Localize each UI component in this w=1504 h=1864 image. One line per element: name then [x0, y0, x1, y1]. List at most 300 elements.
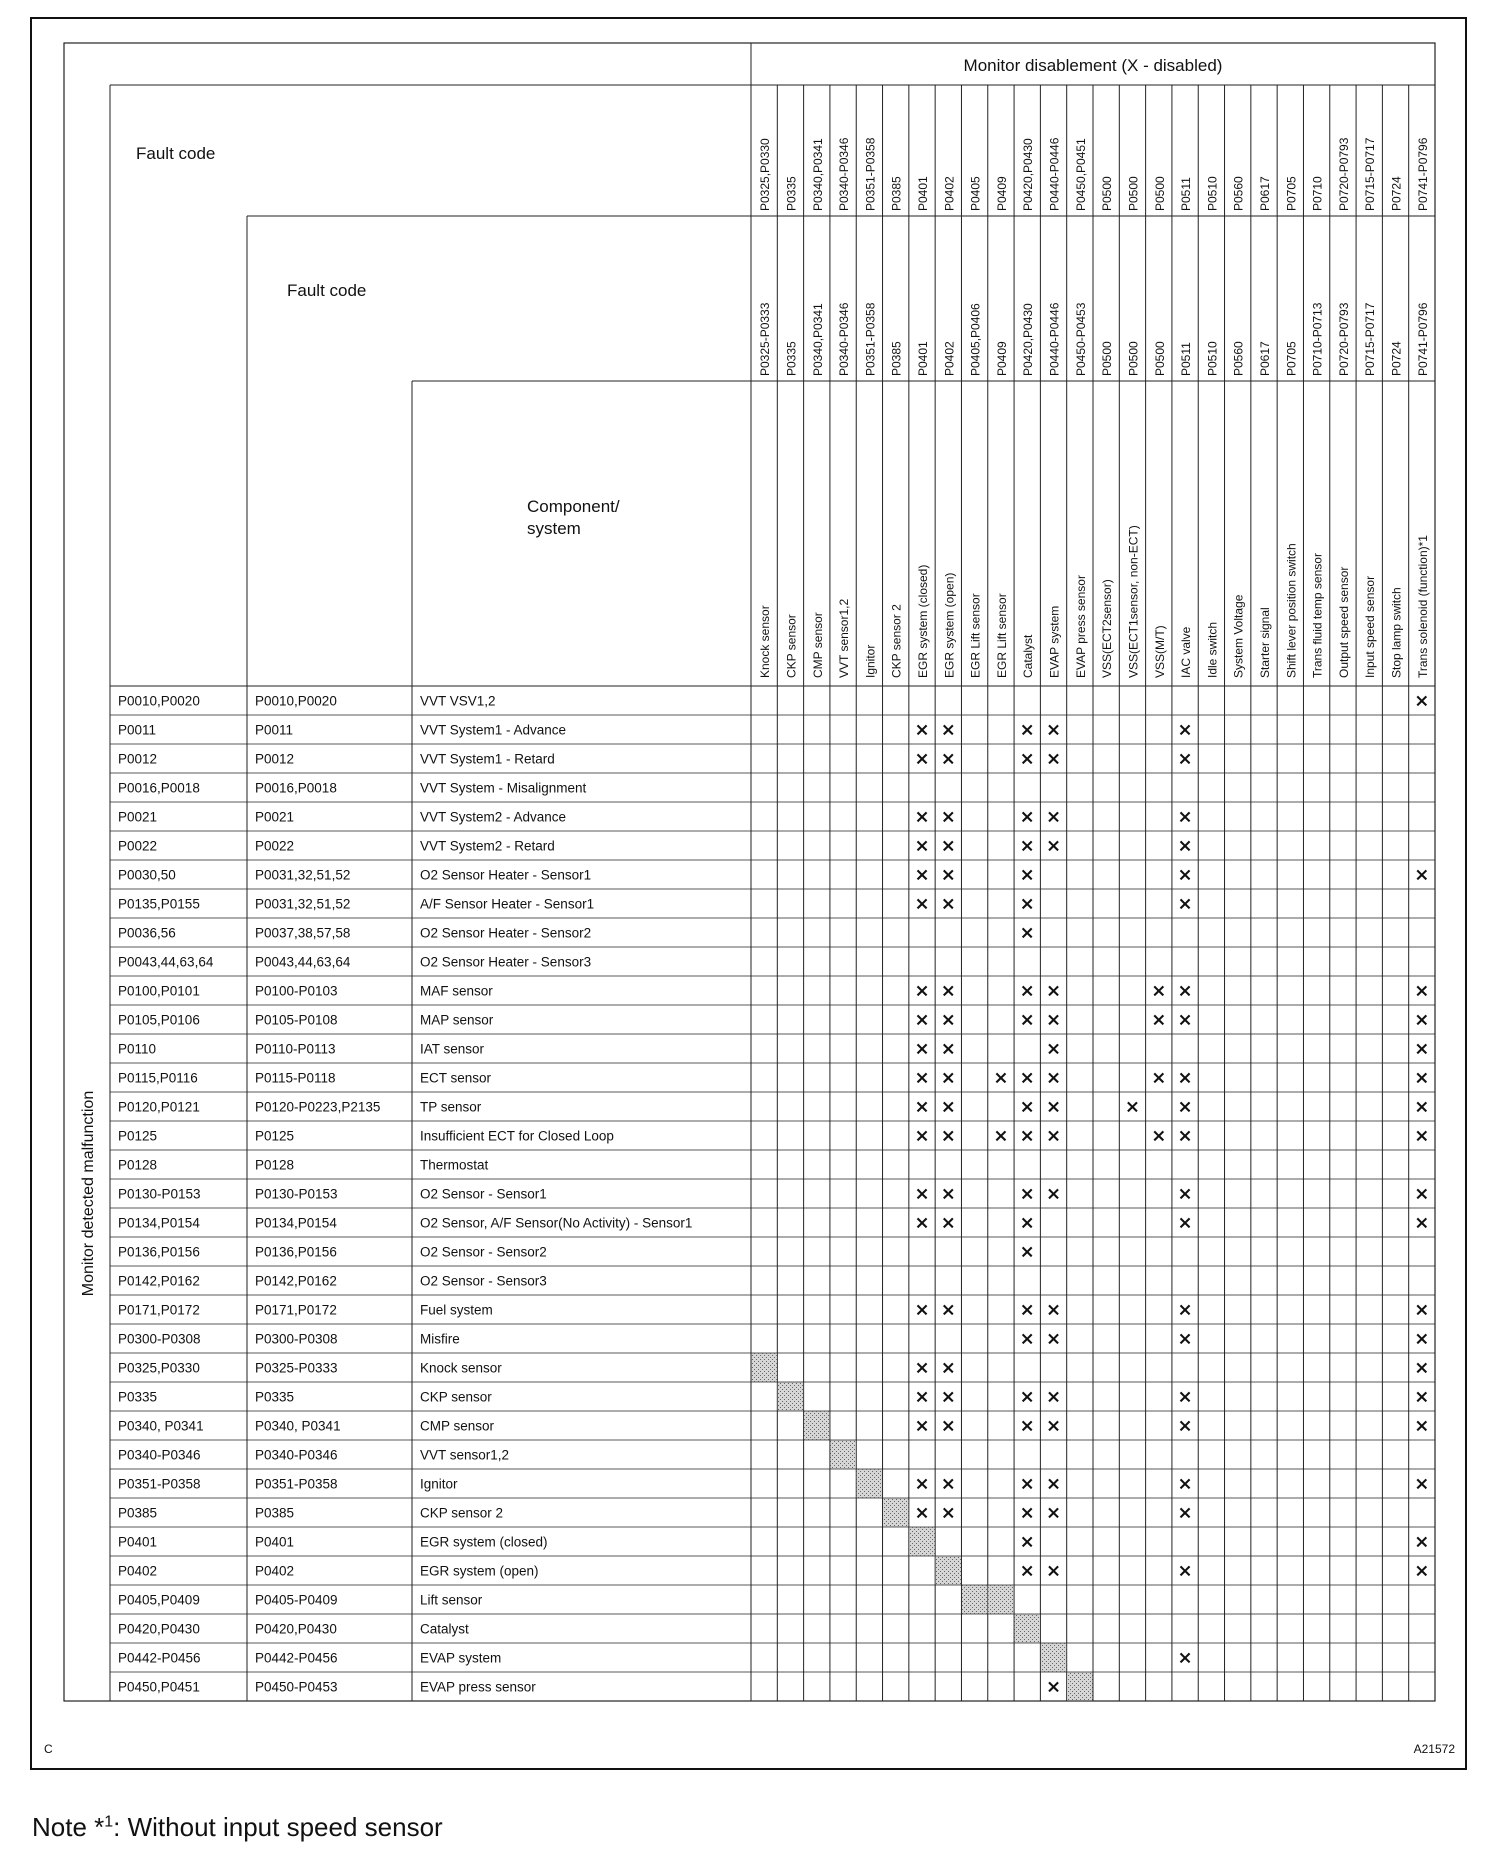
row-component: Insufficient ECT for Closed Loop [420, 1128, 614, 1144]
disabled-mark: × [1414, 1415, 1430, 1437]
column-component-name: Catalyst [1021, 634, 1036, 678]
fault-code-header-2: Fault code [287, 281, 367, 300]
row-fault-code-1: P0134,P0154 [118, 1215, 200, 1231]
row-fault-code-2: P0016,P0018 [255, 780, 337, 796]
disabled-mark: × [914, 1212, 930, 1234]
disabled-mark: × [940, 1038, 956, 1060]
disabled-mark: × [1177, 1299, 1193, 1321]
disabled-mark: × [1414, 1531, 1430, 1553]
disabled-mark: × [1019, 1531, 1035, 1553]
disabled-mark: × [1019, 1386, 1035, 1408]
disabled-mark: × [940, 1096, 956, 1118]
row-fault-code-1: P0115,P0116 [118, 1070, 198, 1086]
disabled-mark: × [1124, 1096, 1141, 1118]
row-fault-code-2: P0335 [255, 1389, 295, 1405]
row-component: VVT System - Misalignment [420, 780, 587, 796]
row-fault-code-2: P0012 [255, 751, 295, 767]
disabled-mark: × [914, 1386, 930, 1408]
disabled-mark: × [1019, 1328, 1035, 1350]
column-component-name: Trans fluid temp sensor [1310, 553, 1325, 678]
row-fault-code-2: P0450-P0453 [255, 1679, 338, 1695]
disabled-mark: × [1414, 864, 1430, 886]
column-code-1: P0420,P0430 [1021, 138, 1036, 211]
disabled-mark: × [914, 864, 930, 886]
shaded-cell [1015, 1615, 1040, 1643]
disabled-mark: × [1019, 835, 1035, 857]
column-code-2: P0724 [1389, 341, 1404, 376]
shaded-cell [752, 1354, 777, 1382]
disabled-mark: × [1414, 1067, 1430, 1089]
shaded-cell [830, 1441, 855, 1469]
row-fault-code-1: P0340-P0346 [118, 1447, 201, 1463]
disabled-mark: × [1177, 1386, 1193, 1408]
column-code-1: P0351-P0358 [863, 137, 878, 211]
row-fault-code-2: P0037,38,57,58 [255, 925, 351, 941]
row-fault-code-2: P0128 [255, 1157, 295, 1173]
row-fault-code-1: P0325,P0330 [118, 1360, 200, 1376]
row-fault-code-2: P0325-P0333 [255, 1360, 338, 1376]
column-code-1: P0440-P0446 [1047, 137, 1062, 211]
row-component: Ignitor [420, 1476, 458, 1492]
column-code-2: P0560 [1231, 341, 1246, 376]
column-component-name: System Voltage [1231, 594, 1246, 678]
disabled-mark: × [1414, 1096, 1430, 1118]
disabled-mark: × [1177, 1560, 1193, 1582]
row-component: VVT System1 - Retard [420, 751, 555, 767]
disabled-mark: × [1019, 719, 1035, 741]
column-code-1: P0325,P0330 [758, 138, 773, 211]
disabled-mark: × [940, 748, 956, 770]
disabled-mark: × [914, 1502, 930, 1524]
row-component: MAF sensor [420, 983, 493, 999]
column-component-name: EGR system (open) [942, 572, 957, 678]
disabled-mark: × [940, 806, 956, 828]
row-fault-code-1: P0128 [118, 1157, 158, 1173]
disabled-mark: × [1045, 1473, 1062, 1495]
column-component-name: EVAP press sensor [1073, 575, 1088, 678]
column-code-1: P0741-P0796 [1415, 137, 1430, 211]
row-component: VVT sensor1,2 [420, 1447, 510, 1463]
disabled-mark: × [914, 806, 930, 828]
row-fault-code-1: P0130-P0153 [118, 1186, 201, 1202]
row-fault-code-2: P0351-P0358 [255, 1476, 338, 1492]
disabled-mark: × [1177, 719, 1193, 741]
shaded-cell [988, 1586, 1013, 1614]
column-code-1: P0500 [1152, 176, 1167, 211]
disabled-mark: × [1045, 1502, 1062, 1524]
disabled-mark: × [1019, 1009, 1035, 1031]
row-fault-code-1: P0021 [118, 809, 158, 825]
row-fault-code-1: P0012 [118, 751, 158, 767]
row-component: Lift sensor [420, 1592, 483, 1608]
row-component: Thermostat [420, 1157, 489, 1173]
disabled-mark: × [940, 719, 956, 741]
shaded-cell [883, 1499, 908, 1527]
column-code-1: P0560 [1231, 176, 1246, 211]
row-component: O2 Sensor - Sensor3 [420, 1273, 547, 1289]
footnote-marker: 1 [104, 1813, 114, 1831]
row-fault-code-2: P0401 [255, 1534, 295, 1550]
row-component: A/F Sensor Heater - Sensor1 [420, 896, 595, 912]
column-component-name: EGR system (closed) [916, 564, 930, 678]
row-fault-code-2: P0043,44,63,64 [255, 954, 351, 970]
row-component: EGR system (open) [420, 1563, 539, 1579]
disabled-mark: × [1414, 1560, 1430, 1582]
row-fault-code-2: P0300-P0308 [255, 1331, 338, 1347]
figure-id: A21572 [1413, 1742, 1455, 1756]
corner-label-left: C [44, 1742, 53, 1756]
row-component: CKP sensor 2 [420, 1505, 504, 1521]
disabled-mark: × [940, 1212, 956, 1234]
row-fault-code-1: P0110 [118, 1041, 157, 1057]
disabled-mark: × [1045, 719, 1062, 741]
column-code-1: P0500 [1126, 176, 1141, 211]
column-code-1: P0510 [1205, 176, 1220, 211]
footnote [32, 1812, 443, 1843]
disabled-mark: × [940, 1067, 956, 1089]
row-fault-code-2: P0120-P0223,P2135 [255, 1099, 381, 1115]
column-code-1: P0617 [1258, 176, 1272, 211]
disabled-mark: × [1019, 1502, 1035, 1524]
disabled-mark: × [1019, 1299, 1035, 1321]
column-code-1: P0402 [942, 176, 957, 211]
figure-frame [30, 17, 1467, 1770]
component-system-header: Component/ [527, 497, 620, 516]
disabled-mark: × [1019, 1415, 1035, 1437]
row-fault-code-1: P0142,P0162 [118, 1273, 200, 1289]
column-component-name: Output speed sensor [1336, 566, 1351, 678]
disabled-mark: × [993, 1125, 1009, 1147]
column-component-name: Ignitor [863, 644, 878, 678]
row-fault-code-1: P0402 [118, 1563, 158, 1579]
disabled-mark: × [1045, 748, 1062, 770]
disabled-mark: × [1045, 806, 1062, 828]
row-fault-code-2: P0405-P0409 [255, 1592, 338, 1608]
column-code-1: P0705 [1284, 176, 1299, 211]
row-fault-code-1: P0335 [118, 1389, 158, 1405]
shaded-cell [857, 1470, 882, 1498]
disabled-mark: × [1045, 1415, 1062, 1437]
disabled-mark: × [1019, 1212, 1035, 1234]
disabled-mark: × [1019, 1473, 1035, 1495]
row-fault-code-2: P0010,P0020 [255, 693, 337, 709]
disabled-mark: × [1151, 1125, 1167, 1147]
row-component: O2 Sensor - Sensor1 [420, 1186, 547, 1202]
disabled-mark: × [940, 1502, 956, 1524]
disabled-mark: × [1177, 1183, 1193, 1205]
shaded-cell [1041, 1644, 1066, 1672]
disabled-mark: × [1177, 980, 1193, 1002]
shaded-cell [1067, 1673, 1092, 1701]
disabled-mark: × [1045, 1038, 1062, 1060]
disabled-mark: × [914, 1183, 930, 1205]
column-code-2: P0720-P0793 [1336, 302, 1351, 376]
disabled-mark: × [1414, 1299, 1430, 1321]
row-fault-code-2: P0340, P0341 [255, 1418, 341, 1434]
disabled-mark: × [940, 835, 956, 857]
disabled-mark: × [1045, 1560, 1062, 1582]
disabled-mark: × [1177, 1125, 1193, 1147]
column-component-name: Starter signal [1258, 607, 1272, 678]
column-code-1: P0405 [968, 176, 983, 211]
column-component-name: VSS(ECT2sensor) [1100, 579, 1115, 678]
row-component: O2 Sensor Heater - Sensor3 [420, 954, 592, 970]
disabled-mark: × [940, 1125, 956, 1147]
row-component: VVT System2 - Retard [420, 838, 555, 854]
row-fault-code-2: P0402 [255, 1563, 295, 1579]
disabled-mark: × [914, 1067, 930, 1089]
column-code-1: P0340-P0346 [837, 137, 852, 211]
disabled-mark: × [940, 1357, 956, 1379]
row-fault-code-2: P0136,P0156 [255, 1244, 337, 1260]
row-component: Knock sensor [420, 1360, 502, 1376]
disabled-mark: × [1045, 1096, 1062, 1118]
column-component-name: Shift lever position switch [1284, 543, 1299, 678]
row-component: VVT System1 - Advance [420, 722, 567, 738]
column-code-2: P0420,P0430 [1021, 303, 1036, 376]
column-code-2: P0340,P0341 [810, 303, 825, 376]
disabled-mark: × [1414, 1009, 1430, 1031]
row-fault-code-1: P0401 [118, 1534, 158, 1550]
column-code-1: P0401 [916, 176, 930, 211]
disabled-mark: × [1414, 1125, 1430, 1147]
column-code-2: P0401 [916, 341, 930, 376]
column-code-2: P0617 [1258, 341, 1272, 376]
row-component: O2 Sensor Heater - Sensor2 [420, 925, 592, 941]
row-fault-code-2: P0115-P0118 [255, 1070, 336, 1086]
column-code-2: P0405,P0406 [968, 303, 983, 376]
row-fault-code-2: P0142,P0162 [255, 1273, 337, 1289]
disabled-mark: × [940, 1473, 956, 1495]
row-component: EVAP system [420, 1650, 502, 1666]
row-fault-code-1: P0016,P0018 [118, 780, 200, 796]
row-fault-code-1: P0011 [118, 722, 157, 738]
disabled-mark: × [1177, 893, 1193, 915]
disabled-mark: × [1019, 980, 1035, 1002]
row-fault-code-1: P0340, P0341 [118, 1418, 204, 1434]
row-fault-code-1: P0105,P0106 [118, 1012, 200, 1028]
footnote-text: : Without input speed sensor [113, 1812, 443, 1842]
column-code-2: P0500 [1100, 341, 1115, 376]
shaded-cell [936, 1557, 961, 1585]
row-fault-code-1: P0405,P0409 [118, 1592, 200, 1608]
disabled-mark: × [1177, 864, 1193, 886]
disabled-mark: × [914, 1125, 930, 1147]
column-code-1: P0511 [1179, 177, 1194, 211]
column-code-1: P0340,P0341 [810, 138, 825, 211]
column-code-2: P0500 [1152, 341, 1167, 376]
column-component-name: EVAP system [1047, 605, 1062, 678]
row-component: IAT sensor [420, 1041, 485, 1057]
column-code-1: P0720-P0793 [1336, 137, 1351, 211]
disabled-mark: × [1414, 690, 1430, 712]
row-fault-code-2: P0134,P0154 [255, 1215, 337, 1231]
disabled-mark: × [1045, 835, 1062, 857]
row-fault-code-1: P0442-P0456 [118, 1650, 201, 1666]
disabled-mark: × [914, 1473, 930, 1495]
disabled-mark: × [940, 1183, 956, 1205]
row-fault-code-2: P0340-P0346 [255, 1447, 338, 1463]
row-fault-code-2: P0021 [255, 809, 295, 825]
row-fault-code-1: P0420,P0430 [118, 1621, 200, 1637]
row-component: CMP sensor [420, 1418, 495, 1434]
disabled-mark: × [914, 1038, 930, 1060]
disabled-mark: × [1177, 806, 1193, 828]
column-code-2: P0325-P0333 [758, 302, 773, 376]
row-fault-code-2: P0130-P0153 [255, 1186, 338, 1202]
row-fault-code-1: P0036,56 [118, 925, 176, 941]
disabled-mark: × [1045, 1183, 1062, 1205]
disabled-mark: × [1414, 1212, 1430, 1234]
row-fault-code-2: P0031,32,51,52 [255, 896, 351, 912]
row-component: EVAP press sensor [420, 1679, 536, 1695]
column-code-1: P0335 [784, 176, 799, 211]
column-component-name: CKP sensor 2 [889, 604, 904, 678]
disabled-mark: × [1019, 1183, 1035, 1205]
disabled-mark: × [940, 864, 956, 886]
column-code-2: P0440-P0446 [1047, 302, 1062, 376]
column-code-2: P0402 [942, 341, 957, 376]
disabled-mark: × [1177, 1212, 1193, 1234]
disabled-mark: × [940, 1386, 956, 1408]
row-fault-code-1: P0385 [118, 1505, 158, 1521]
column-code-2: P0510 [1205, 341, 1220, 376]
disabled-mark: × [914, 1357, 930, 1379]
row-fault-code-2: P0031,32,51,52 [255, 867, 351, 883]
column-code-1: P0500 [1100, 176, 1115, 211]
disabled-mark: × [1045, 1125, 1062, 1147]
column-code-2: P0450-P0453 [1073, 302, 1088, 376]
disabled-mark: × [940, 1415, 956, 1437]
column-code-1: P0385 [889, 176, 904, 211]
column-component-name: Idle switch [1205, 621, 1220, 678]
column-component-name: Stop lamp switch [1389, 587, 1404, 678]
component-system-header: system [527, 519, 581, 538]
row-component: Catalyst [420, 1621, 469, 1637]
row-fault-code-1: P0100,P0101 [118, 983, 200, 999]
column-code-2: P0335 [784, 341, 799, 376]
row-fault-code-1: P0125 [118, 1128, 158, 1144]
column-code-1: P0710 [1310, 176, 1325, 211]
column-code-1: P0715-P0717 [1363, 137, 1378, 211]
column-component-name: Trans solenoid (function)*1 [1415, 535, 1430, 678]
disabled-mark: × [1045, 1386, 1062, 1408]
row-component: TP sensor [420, 1099, 482, 1115]
column-code-1: P0450,P0451 [1073, 138, 1088, 211]
disabled-mark: × [1019, 1067, 1035, 1089]
row-fault-code-1: P0120,P0121 [118, 1099, 200, 1115]
column-component-name: Input speed sensor [1363, 575, 1378, 678]
disabled-mark: × [914, 1415, 930, 1437]
disabled-mark: × [1151, 1009, 1167, 1031]
disabled-mark: × [914, 980, 930, 1002]
disabled-mark: × [1414, 980, 1430, 1002]
disablement-table [32, 19, 1469, 1772]
shaded-cell [804, 1412, 829, 1440]
disabled-mark: × [1177, 1502, 1193, 1524]
row-component: VVT System2 - Advance [420, 809, 567, 825]
disabled-mark: × [1414, 1357, 1430, 1379]
disabled-mark: × [1019, 1560, 1035, 1582]
row-group-label: Monitor detected malfunction [80, 1090, 97, 1297]
disabled-mark: × [1177, 748, 1193, 770]
disabled-mark: × [1177, 1647, 1193, 1669]
row-fault-code-2: P0022 [255, 838, 295, 854]
row-component: EGR system (closed) [420, 1534, 548, 1550]
disabled-mark: × [940, 1299, 956, 1321]
disabled-mark: × [914, 1299, 930, 1321]
row-fault-code-1: P0136,P0156 [118, 1244, 200, 1260]
disabled-mark: × [1019, 1096, 1035, 1118]
column-component-name: VSS(M/T) [1152, 625, 1167, 678]
row-fault-code-2: P0110-P0113 [255, 1041, 336, 1057]
disabled-mark: × [1019, 806, 1035, 828]
column-code-2: P0705 [1284, 341, 1299, 376]
disabled-mark: × [940, 1009, 956, 1031]
row-fault-code-2: P0385 [255, 1505, 295, 1521]
row-fault-code-1: P0351-P0358 [118, 1476, 201, 1492]
row-component: CKP sensor [420, 1389, 492, 1405]
row-component: MAP sensor [420, 1012, 494, 1028]
disabled-mark: × [1045, 980, 1062, 1002]
row-fault-code-2: P0011 [255, 722, 294, 738]
column-component-name: EGR Lift sensor [994, 593, 1009, 678]
disabled-mark: × [1177, 1009, 1193, 1031]
disabled-mark: × [914, 748, 930, 770]
disabled-mark: × [1019, 893, 1035, 915]
disabled-mark: × [1019, 1125, 1035, 1147]
column-component-name: IAC valve [1179, 626, 1194, 678]
column-component-name: VSS(ECT1sensor, non-ECT) [1126, 525, 1141, 678]
disabled-mark: × [914, 1096, 930, 1118]
disabled-mark: × [1019, 864, 1035, 886]
row-fault-code-2: P0125 [255, 1128, 295, 1144]
disabled-mark: × [1414, 1038, 1430, 1060]
row-fault-code-1: P0450,P0451 [118, 1679, 200, 1695]
row-component: ECT sensor [420, 1070, 492, 1086]
row-fault-code-2: P0171,P0172 [255, 1302, 337, 1318]
disabled-mark: × [1414, 1328, 1430, 1350]
row-fault-code-2: P0442-P0456 [255, 1650, 338, 1666]
disabled-mark: × [914, 835, 930, 857]
row-component: O2 Sensor Heater - Sensor1 [420, 867, 592, 883]
row-fault-code-1: P0043,44,63,64 [118, 954, 214, 970]
row-fault-code-1: P0010,P0020 [118, 693, 200, 709]
disabled-mark: × [1177, 1096, 1193, 1118]
disabled-mark: × [1019, 922, 1035, 944]
disabled-mark: × [1414, 1386, 1430, 1408]
disabled-mark: × [914, 719, 930, 741]
disabled-mark: × [1019, 1241, 1035, 1263]
disabled-mark: × [1045, 1676, 1062, 1698]
disabled-mark: × [1177, 835, 1193, 857]
column-code-2: P0409 [994, 341, 1009, 376]
disabled-mark: × [1177, 1415, 1193, 1437]
shaded-cell [962, 1586, 987, 1614]
column-component-name: EGR Lift sensor [968, 593, 983, 678]
disabled-mark: × [1019, 748, 1035, 770]
column-component-name: VVT sensor1,2 [837, 598, 852, 678]
disabled-mark: × [1045, 1009, 1062, 1031]
column-code-1: P0409 [994, 176, 1009, 211]
row-component: VVT VSV1,2 [420, 693, 496, 709]
disabled-mark: × [1414, 1473, 1430, 1495]
row-fault-code-2: P0420,P0430 [255, 1621, 337, 1637]
column-code-2: P0511 [1179, 342, 1194, 376]
monitor-disablement-title: Monitor disablement (X - disabled) [963, 56, 1223, 75]
disabled-mark: × [914, 1009, 930, 1031]
row-fault-code-2: P0100-P0103 [255, 983, 338, 999]
